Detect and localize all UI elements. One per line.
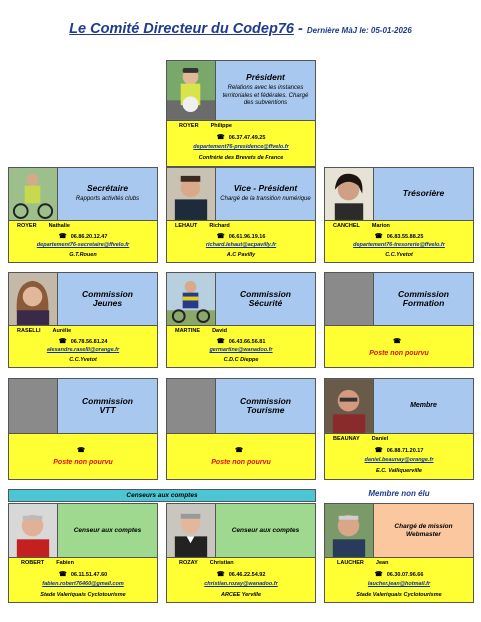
photo-placeholder [325,273,374,325]
member-lastname: ROYER [17,223,37,229]
member-firstname: Richard [209,223,230,229]
phone-icon: ☎ [58,571,67,578]
card-membre [324,378,474,480]
member-phone: ☎ 06.78.56.81.24 [58,338,108,345]
card-commission-tourisme [166,378,316,480]
card-header [167,61,315,121]
member-club: Confrérie des Brevets de France [198,155,284,161]
role-title: Commission [239,288,291,299]
member-phone [325,337,473,345]
role-title: Vice - Président [233,183,298,194]
member-lastname: LEHAUT [175,223,198,229]
card-commission-jeunes [8,272,158,368]
member-phone [167,446,315,454]
photo-secretaire [9,168,58,220]
photo-censeur-2 [167,504,216,557]
member-club: E.C. Valliquerville [376,468,422,474]
member-club: C.D.C Dieppe [223,357,259,363]
role-title: Commission [239,395,291,406]
photo-tresoriere [325,168,374,220]
member-club: Stade Valeriquais Cyclotourisme [356,592,442,598]
member-lastname: ROBERT [21,560,45,566]
role-title: Commission [81,288,133,299]
role-subtitle: Tourisme [246,405,285,415]
vacant-notice: Poste non pourvu [369,350,429,357]
member-phone: ☎ 06.88.71.20.17 [374,447,424,454]
member-club: Stade Valeriquais Cyclotourisme [40,592,126,598]
member-firstname: Daniel [371,436,389,442]
member-firstname: Nathalie [48,223,70,229]
phone-icon: ☎ [216,571,225,578]
last-update-date: Dernière MàJ le: 05-01-2026 [306,26,412,35]
member-email-link[interactable]: departement76-secretaire@ffvelo.fr [36,242,130,248]
member-email-link[interactable]: departement76-presidence@ffvelo.fr [193,144,289,150]
title-main: Le Comité Directeur du Codep76 [69,21,294,37]
member-lastname: ROYER [179,123,199,129]
card-censeur-rozay [166,503,316,603]
role-title: Censeur aux comptes [231,526,300,534]
phone-icon: ☎ [374,233,383,240]
member-lastname: ROZAY [179,560,198,566]
member-phone: ☎ 06.86.20.12.47 [58,233,108,240]
member-email-link[interactable]: germartine@wanadoo.fr [209,347,273,353]
member-email-link[interactable]: richard.lehaut@acpavilly.fr [205,242,277,248]
vacant-notice: Poste non pourvu [53,459,113,466]
role-description: Rapports activités clubs [75,196,140,203]
member-club: A.C Pavilly [226,252,256,258]
member-email-link[interactable]: laucher.jean@hotmail.fr [367,581,431,587]
phone-icon: ☎ [216,233,225,240]
photo-membre [325,379,374,433]
role-description: Relations avec les instances territoriales et fédérales. Chargé des subventions [222,85,309,107]
non-elected-label: Membre non élu [368,489,430,498]
member-club: C.C.Yvetot [69,357,97,363]
card-censeur-robert [8,503,158,603]
role-subtitle: Sécurité [248,298,283,308]
phone-icon: ☎ [374,447,383,454]
role-title: Commission [81,395,133,406]
phone-icon: ☎ [58,233,67,240]
member-firstname: Fabien [56,560,74,566]
phone-icon: ☎ [76,447,86,454]
member-phone: ☎ 06.83.55.88.25 [374,233,424,240]
phone-icon: ☎ [216,338,225,345]
photo-placeholder [167,379,216,433]
member-club: ARCEE Yerville [220,592,262,598]
role-title: Secrétaire [86,183,129,194]
member-lastname: MARTINE [175,328,201,334]
member-email-link[interactable]: alexandre.raselli@orange.fr [46,347,120,353]
member-firstname: Philippe [210,123,232,129]
role-subtitle: Formation [402,298,445,308]
phone-icon: ☎ [216,134,225,141]
member-email-link[interactable]: departement76-tresorerie@ffvelo.fr [353,242,445,248]
member-club: G.T.Rouen [69,252,97,258]
card-commission-vtt [8,378,158,480]
member-firstname: Jean [375,560,389,566]
card-tresoriere [324,167,474,263]
member-firstname: Aurélie [52,328,72,334]
role-subtitle: Jeunes [92,298,123,308]
member-lastname: RASELLI [17,328,41,334]
card-president [166,60,316,167]
member-firstname: Christian [209,560,234,566]
member-phone: ☎ 06.30.07.96.66 [374,571,424,578]
phone-icon: ☎ [374,571,383,578]
member-club: C.C.Yvetot [385,252,413,258]
photo-jeunes [9,273,58,325]
phone-icon: ☎ [58,338,67,345]
role-subtitle: VTT [99,405,116,415]
member-phone: ☎ 06.61.96.19.16 [216,233,266,240]
member-firstname: David [212,328,228,334]
member-firstname: Marion [371,223,390,229]
member-email-link[interactable]: daniel.beaunay@orange.fr [364,457,434,463]
phone-icon: ☎ [234,447,244,454]
member-phone: ☎ 06.46.22.54.92 [216,571,266,578]
photo-president [167,61,216,120]
card-vice-president [166,167,316,263]
card-commission-formation [324,272,474,368]
role-title: Censeur aux comptes [73,526,142,534]
card-commission-securite [166,272,316,368]
censeurs-band: Censeurs aux comptes [8,489,316,502]
member-phone: ☎ 06.43.66.56.81 [216,338,266,345]
photo-vice-president [167,168,216,220]
member-phone: ☎ 06.11.51.47.60 [58,571,108,578]
member-email-link[interactable]: fabien.robert76460@gmail.com [42,581,124,587]
member-email-link[interactable]: christian.rozay@wanadoo.fr [204,581,278,587]
vacant-notice: Poste non pourvu [211,459,271,466]
member-lastname: BEAUNAY [333,436,360,442]
role-title: Président [246,72,285,83]
phone-icon: ☎ [392,338,402,345]
title-dash: - [293,21,307,37]
photo-securite [167,273,216,325]
card-webmaster [324,503,474,603]
member-lastname: LAUCHER [337,560,364,566]
role-title: Commission [397,288,449,299]
role-title: Membre [410,402,437,410]
photo-censeur-1 [9,504,58,557]
role-title: Trésorière [402,188,445,199]
card-secretaire [8,167,158,263]
member-lastname: CANCHEL [333,223,360,229]
member-phone [9,446,157,454]
member-phone: ☎ 06.37.47.49.25 [216,134,266,141]
page-title [0,20,481,38]
role-description: Chargé de la transition numérique [220,196,311,203]
photo-placeholder [9,379,58,433]
role-title: Chargé de mission Webmaster [394,523,453,538]
photo-webmaster [325,504,374,557]
